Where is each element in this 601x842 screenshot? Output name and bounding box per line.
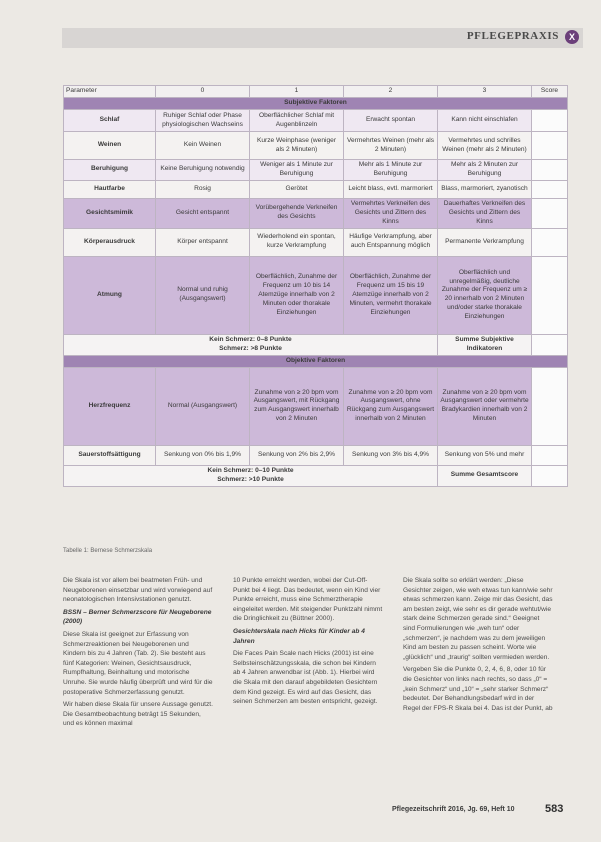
cell: Zunahme von ≥ 20 bpm vom Ausgangswert, mit Rückgang zum Ausgangswert innerhalb von 2 Minuten: [250, 367, 344, 445]
score-cell: [532, 160, 568, 181]
section-row-subjective: [64, 98, 568, 110]
cell: Vorübergehende Verkneifen des Gesichts: [250, 198, 344, 228]
cell: Senkung von 0% bis 1,9%: [156, 445, 250, 465]
cell: Oberflächlich und unregelmäßig, deutliche Zunahme der Frequenz um ≥ 20 innerhalb von 2 Minuten und/oder starke thorakale Einziehungen: [438, 256, 532, 334]
section-title-subjective: Subjektive Faktoren: [64, 98, 568, 110]
objective-summary-title: Summe Gesamtscore: [438, 465, 532, 486]
table-row: [64, 228, 568, 256]
subjective-nopain: Kein Schmerz: 0–8 Punkte: [209, 335, 292, 343]
table-row: [64, 367, 568, 445]
subjective-summary-score: [532, 334, 568, 355]
row-label: Hautfarbe: [64, 180, 156, 198]
text-column-3: [403, 576, 553, 716]
objective-summary-row: [64, 465, 568, 486]
subjective-pain: Schmerz: >8 Punkte: [219, 344, 282, 352]
paragraph: Die Skala sollte so erklärt werden: „Diese Gesichter zeigen, wie weh etwas tun kann/wie sehr etwas schmerzen kann. Zeige mir das Gesicht, das am besten zeigt, wie sehr es dir gerade wehtut/wie stark deine Schmerzen gerade sind.“ Geeignet sind Formulierungen wie „weh tun“ oder „schmerzen“, je nachdem was zu dem jeweiligen Kind am besten zu passen scheint. Worte wie „glücklich“ und „traurig“ sollten vermieden werden.: [403, 577, 553, 661]
col-header-1: 1: [250, 86, 344, 98]
paragraph: 10 Punkte erreicht werden, wobei der Cut-Off-Punkt bei 4 liegt. Das bedeutet, wenn ein Kind vier Punkte erreicht, muss eine Schmerztherapie eingeleitet werden. Mit steigender Punktzahl nimmt die Dringlichkeit zu (Büttner 2000).: [233, 577, 383, 623]
table-row: [64, 160, 568, 181]
table-header-row: [64, 86, 568, 98]
score-cell: [532, 445, 568, 465]
objective-nopain: Kein Schmerz: 0–10 Punkte: [207, 466, 294, 474]
cell: Zunahme von ≥ 20 bpm vom Ausgangswert oder vermehrte Bradykardien innerhalb von 2 Minuten: [438, 367, 532, 445]
cell: Erwacht spontan: [344, 110, 438, 132]
objective-summary-label: [64, 465, 438, 486]
text-column-1: [63, 576, 213, 732]
row-label: Gesichtsmimik: [64, 198, 156, 228]
table-row: [64, 256, 568, 334]
col-header-score: Score: [532, 86, 568, 98]
table-row: [64, 180, 568, 198]
table-caption: Tabelle 1: Bernese Schmerzskala: [63, 548, 153, 554]
section-row-objective: [64, 355, 568, 367]
score-cell: [532, 110, 568, 132]
cell: Gerötet: [250, 180, 344, 198]
score-cell: [532, 256, 568, 334]
row-label: Beruhigung: [64, 160, 156, 181]
score-cell: [532, 228, 568, 256]
cell: Kein Weinen: [156, 132, 250, 160]
cell: Vermehrtes Verkneifen des Gesichts und Zittern des Kinns: [344, 198, 438, 228]
cell: Körper entspannt: [156, 228, 250, 256]
row-label: Atmung: [64, 256, 156, 334]
paragraph: Wir haben diese Skala für unsere Aussage genutzt. Die Gesamtbeobachtung beträgt 15 Sekunden, und es können maximal: [63, 701, 213, 728]
col-header-0: 0: [156, 86, 250, 98]
paragraph: Vergeben Sie die Punkte 0, 2, 4, 6, 8, oder 10 für die Gesichter von links nach rechts, so dass „0“ = „kein Schmerz“ und „10“ = „sehr starker Schmerz“ bedeutet. Der Behandlungsbedarf wird in der Regel der FPS-R Skala bei 4. Das ist der Punkt, ab: [403, 666, 553, 712]
cell: Kurze Weinphase (weniger als 2 Minuten): [250, 132, 344, 160]
cell: Blass, marmoriert, zyanotisch: [438, 180, 532, 198]
section-title-objective: Objektive Faktoren: [64, 355, 568, 367]
cell: Wiederholend ein spontan, kurze Verkrampfung: [250, 228, 344, 256]
row-label: Herzfrequenz: [64, 367, 156, 445]
cell: Senkung von 2% bis 2,9%: [250, 445, 344, 465]
table-row: [64, 132, 568, 160]
row-label: Körperausdruck: [64, 228, 156, 256]
cell: Zunahme von ≥ 20 bpm vom Ausgangswert, ohne Rückgang zum Ausgangswert innerhalb von 2 Minuten: [344, 367, 438, 445]
cell: Vermehrtes Weinen (mehr als 2 Minuten): [344, 132, 438, 160]
cell: Normal und ruhig (Ausgangswert): [156, 256, 250, 334]
objective-pain: Schmerz: >10 Punkte: [217, 475, 284, 483]
table-row: [64, 198, 568, 228]
paragraph: Diese Skala ist geeignet zur Erfassung von Schmerzreaktionen bei Neugeborenen und Kindern bis zu 4 Jahren (Tab. 2). Sie besteht aus fünf Kategorien: Weinen, Gesichtsausdruck, Rumpfhaltung, Beinhaltung und motorische Unruhe. Sie wurde häufig überprüft und wird für die postoperative Schmerzerfassung genutzt.: [63, 630, 213, 696]
subjective-summary-row: [64, 334, 568, 355]
cell: Oberflächlicher Schlaf mit Augenblinzeln: [250, 110, 344, 132]
subheading: Gesichterskala nach Hicks für Kinder ab 4 Jahren: [233, 627, 365, 645]
paragraph: Die Faces Pain Scale nach Hicks (2001) ist eine Selbsteinschätzungsskala, die schon bei Kindern ab 4 Jahren anwendbar ist (Abb. 1). Hierbei wird die Skala mit den darauf abgebildeten Gesichtern dem Kind gezeigt. Es wird auf das Gesicht, das seinen Schmerzen am besten entspricht, gezeigt.: [233, 650, 378, 706]
cell: Rosig: [156, 180, 250, 198]
cell: Senkung von 3% bis 4,9%: [344, 445, 438, 465]
score-cell: [532, 132, 568, 160]
cell: Kann nicht einschlafen: [438, 110, 532, 132]
cell: Vermehrtes und schrilles Weinen (mehr als 2 Minuten): [438, 132, 532, 160]
table-row: [64, 110, 568, 132]
cell: Oberflächlich, Zunahme der Frequenz um 10 bis 14 Atemzüge innerhalb von 2 Minuten oder thorakale Einziehungen: [250, 256, 344, 334]
subjective-summary-title: Summe Subjektive Indikatoren: [438, 334, 532, 355]
col-header-3: 3: [438, 86, 532, 98]
cell: Leicht blass, evtl. marmoriert: [344, 180, 438, 198]
table-row: [64, 445, 568, 465]
row-label: Weinen: [64, 132, 156, 160]
subheading: BSSN – Berner Schmerzscore für Neugeborene (2000): [63, 608, 212, 626]
subjective-summary-label: [64, 334, 438, 355]
cell: Mehr als 1 Minute zur Beruhigung: [344, 160, 438, 181]
journal-footer: Pflegezeitschrift 2016, Jg. 69, Heft 10: [392, 806, 515, 813]
cell: Keine Beruhigung notwendig: [156, 160, 250, 181]
cell: Senkung von 5% und mehr: [438, 445, 532, 465]
row-label: Sauerstoffsättigung: [64, 445, 156, 465]
page-number: 583: [545, 803, 564, 815]
score-cell: [532, 367, 568, 445]
cell: Weniger als 1 Minute zur Beruhigung: [250, 160, 344, 181]
section-badge: X: [565, 30, 579, 44]
objective-summary-score: [532, 465, 568, 486]
pain-scale-table: [63, 85, 568, 487]
cell: Oberflächlich, Zunahme der Frequenz um 15 bis 19 Atemzüge innerhalb von 2 Minuten, vermehrt thorakale Einziehungen: [344, 256, 438, 334]
paragraph: Die Skala ist vor allem bei beatmeten Früh- und Neugeborenen einsetzbar und wird vorwiegend auf neonatologischen Intensivstationen genutzt.: [63, 577, 213, 604]
cell: Ruhiger Schlaf oder Phase physiologischen Wachseins: [156, 110, 250, 132]
col-header-2: 2: [344, 86, 438, 98]
cell: Dauerhaftes Verkneifen des Gesichts und Zittern des Kinns: [438, 198, 532, 228]
cell: Gesicht entspannt: [156, 198, 250, 228]
cell: Mehr als 2 Minuten zur Beruhigung: [438, 160, 532, 181]
section-title: PFLEGEPRAXIS: [466, 30, 559, 42]
score-cell: [532, 198, 568, 228]
cell: Permanente Verkrampfung: [438, 228, 532, 256]
cell: Häufige Verkrampfung, aber auch Entspannung möglich: [344, 228, 438, 256]
cell: Normal (Ausgangswert): [156, 367, 250, 445]
col-header-parameter: Parameter: [64, 86, 156, 98]
row-label: Schlaf: [64, 110, 156, 132]
text-column-2: [233, 576, 383, 710]
score-cell: [532, 180, 568, 198]
